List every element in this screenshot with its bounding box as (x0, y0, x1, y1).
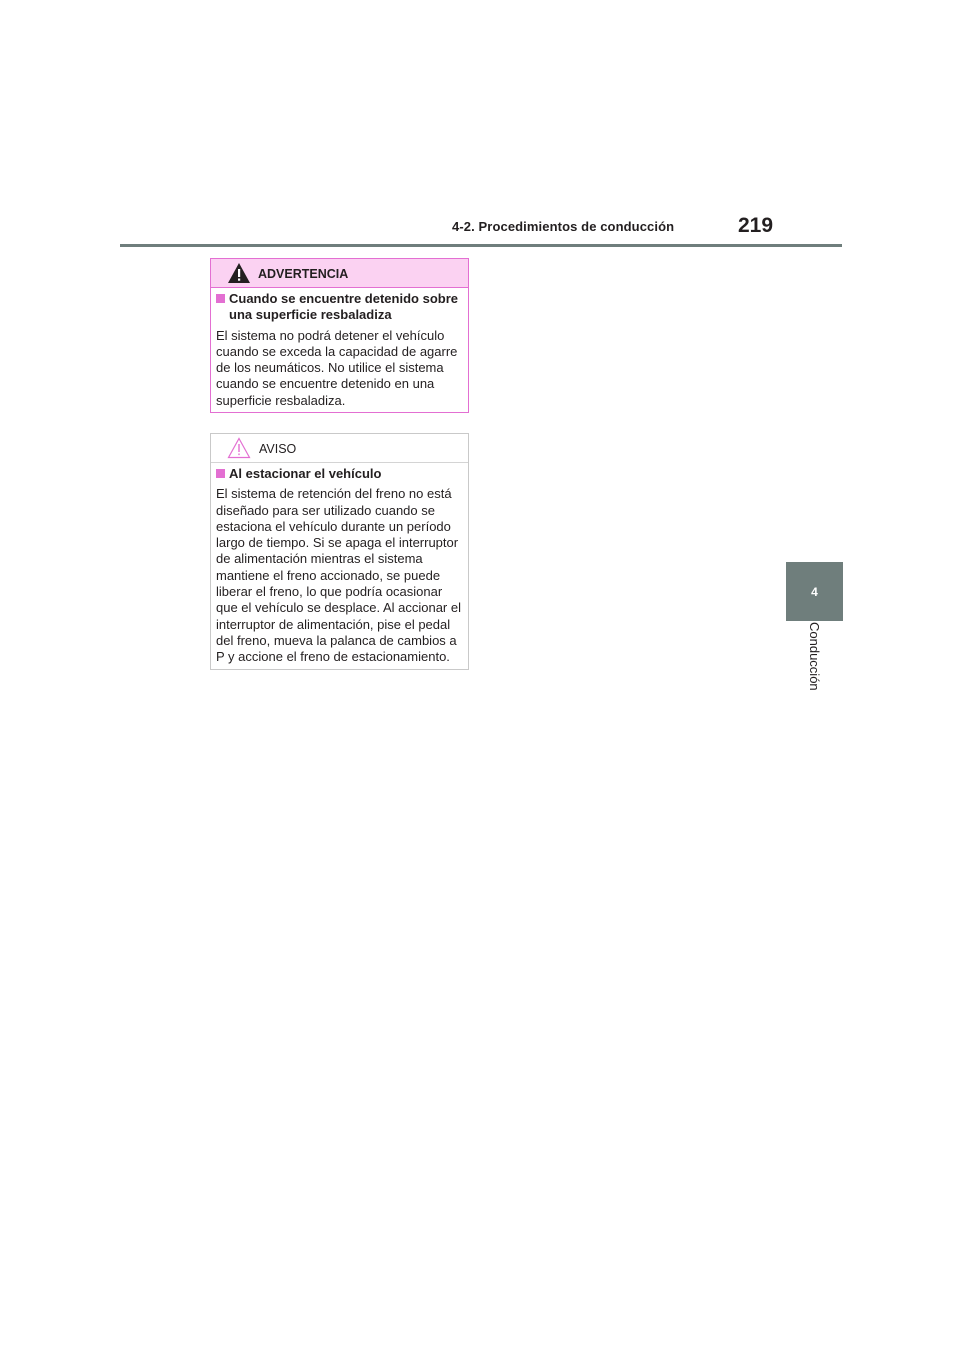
bullet-square-icon (216, 469, 225, 478)
warning-header (211, 259, 468, 288)
notice-header (211, 434, 468, 463)
chapter-label: Conducción (807, 622, 822, 691)
page-number: 219 (738, 214, 774, 237)
warning-triangle-filled-icon (227, 262, 251, 288)
warning-text: El sistema no podrá detener el vehículo cuando se exceda la capacidad de agarre de los neumáticos. No utilice el sistema cuando se encuentre detenido en una superficie resbaladiza. (216, 327, 458, 408)
chapter-number: 4 (811, 584, 818, 599)
notice-box (210, 433, 469, 670)
notice-heading-text: Al estacionar el vehículo (229, 466, 382, 481)
notice-text: El sistema de retención del freno no está diseñado para ser utilizado cuando se estaciona el vehículo durante un período largo de tiempo. Si se apaga el interruptor de alimentación mientras el sistema mantiene el freno accionado, se puede liberar el freno, lo que podría ocasionar que el vehículo se desplace. Al accionar el interruptor de alimentación, pise el pedal del freno, mueva la palanca de cambios a P y accione el freno de estacionamiento. (216, 486, 461, 665)
header-rule (120, 244, 842, 247)
warning-box (210, 258, 469, 413)
warning-title: ADVERTENCIA (258, 267, 349, 281)
chapter-tab (786, 562, 843, 621)
bullet-square-icon (216, 294, 225, 303)
warning-triangle-outline-icon (227, 437, 251, 463)
notice-title: AVISO (259, 442, 297, 456)
warning-heading-text: Cuando se encuentre detenido sobre una superficie resbaladiza (229, 291, 458, 323)
section-title: 4-2. Procedimientos de conducción (452, 219, 675, 234)
notice-heading (216, 466, 462, 482)
warning-heading (216, 291, 462, 324)
